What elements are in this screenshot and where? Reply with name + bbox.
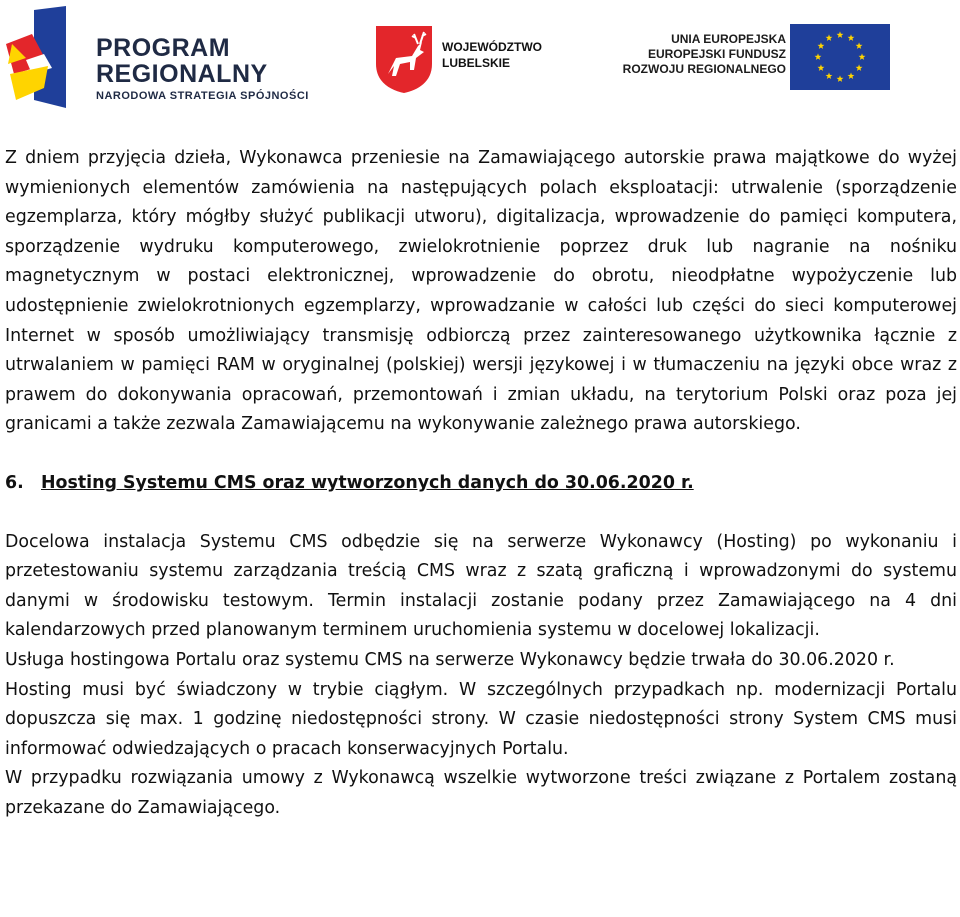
- program-regionalny-emblem-icon: [4, 4, 90, 110]
- eu-flag-icon: [790, 24, 890, 90]
- unia-europejska-label: UNIA EUROPEJSKA: [671, 32, 786, 46]
- hosting-duration-paragraph: Usługa hostingowa Portalu oraz systemu CMS na serwerze Wykonawcy będzie trwała do 30.06.2020 r.: [5, 649, 895, 670]
- program-regionalny-logo: [4, 4, 334, 110]
- document-body: [5, 144, 957, 823]
- header-logos: [0, 0, 960, 115]
- strategia-label: NARODOWA STRATEGIA SPÓJNOŚCI: [96, 90, 309, 102]
- hosting-availability-paragraph: Hosting musi być świadczony w trybie ciągłym. W szczególnych przypadkach np. modernizacji Portalu dopuszcza się max. 1 godzinę niedostępności strony. W czasie niedostępności strony System CMS musi informować odwiedzających o pracach konserwacyjnych Portalu.: [5, 679, 957, 759]
- wojewodztwo-lubelskie-logo: [374, 24, 574, 94]
- europejski-fundusz-label: EUROPEJSKI FUNDUSZ: [647, 47, 786, 61]
- lublin-deer-coat-of-arms-icon: [374, 24, 434, 94]
- section-heading: [5, 469, 957, 499]
- unia-europejska-logo: [600, 24, 892, 94]
- section-title: Hosting Systemu CMS oraz wytworzonych danych do 30.06.2020 r.: [41, 472, 694, 493]
- regionalny-label: REGIONALNY: [96, 60, 268, 88]
- rozwoju-regionalnego-label: ROZWOJU REGIONALNEGO: [622, 62, 786, 76]
- wojewodztwo-label: WOJEWÓDZTWO: [442, 40, 542, 54]
- termination-paragraph: W przypadku rozwiązania umowy z Wykonawcą wszelkie wytworzone treści związane z Portalem zostaną przekazane do Zamawiającego.: [5, 768, 957, 818]
- lubelskie-label: LUBELSKIE: [442, 56, 511, 70]
- installation-paragraph: Docelowa instalacja Systemu CMS odbędzie się na serwerze Wykonawcy (Hosting) po wykonaniu i przetestowaniu systemu zarządzania treścią CMS wraz z szatą graficzną i wprowadzonymi do systemu danymi w środowisku testowym. Termin instalacji zostanie podany przez Zamawiającego na 4 dni kalendarzowych przed planowanym terminem uruchomienia systemu w docelowej lokalizacji.: [5, 531, 957, 641]
- program-label: PROGRAM: [96, 34, 231, 62]
- rights-paragraph: Z dniem przyjęcia dzieła, Wykonawca przeniesie na Zamawiającego autorskie prawa majątkowe do wyżej wymienionych elementów zamówienia na następujących polach eksploatacji: utrwalenie (sporządzenie egzemplarza, który mógłby służyć publikacji utworu), digitalizacja, wprowadzenie do pamięci komputera, sporządzenie wydruku komputerowego, zwielokrotnienie poprzez druk lub nagranie na nośniku magnetycznym w postaci elektronicznej, wprowadzenie do obrotu, nieodpłatne wypożyczenie lub udostępnienie zwielokrotnionych egzemplarzy, wprowadzanie w całości lub części do sieci komputerowej Internet w sposób umożliwiający transmisję odbiorczą przez zainteresowanego użytkownika łącznie z utrwalaniem w pamięci RAM w oryginalnej (polskiej) wersji językowej i w tłumaczeniu na języki obce wraz z prawem do dokonywania opracowań, przemontowań i zmian układu, na terytorium Polski oraz poza jej granicami a także zezwala Zamawiającemu na wykonywanie zależnego prawa autorskiego.: [5, 148, 957, 435]
- section-number: 6.: [5, 472, 24, 493]
- unia-text-block: [600, 32, 786, 77]
